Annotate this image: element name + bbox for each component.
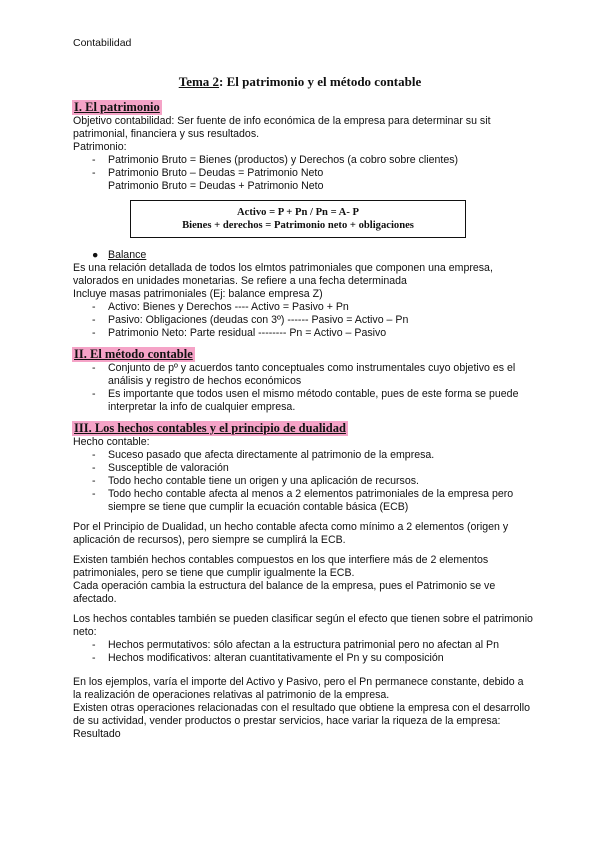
bullet-dot-icon: ● — [92, 249, 99, 261]
list-item: - Hechos modificativos: alteran cuantitativamente el Pn y su composición — [92, 652, 444, 664]
title-prefix: Tema 2 — [178, 74, 220, 89]
title-rest: : El patrimonio y el método contable — [219, 74, 422, 89]
section-heading-hechos: III. Los hechos contables y el principio de dualidad — [74, 421, 346, 435]
list-item: - Patrimonio Bruto – Deudas = Patrimonio Neto — [92, 167, 324, 179]
dash-list — [73, 449, 533, 514]
document-body — [73, 100, 533, 741]
paragraph: En los ejemplos, varía el importe del Activo y Pasivo, pero el Pn permanece constante, debido a la realización de operaciones relativas al patrimonio de la empresa. — [73, 676, 524, 701]
section-heading-metodo: II. El método contable — [74, 347, 193, 361]
paragraph: Cada operación cambia la estructura del balance de la empresa, pues el Patrimonio se ve afectado. — [73, 580, 496, 605]
list-item: - Susceptible de valoración — [92, 462, 229, 474]
paragraph: Patrimonio: — [73, 141, 127, 153]
page-header: Contabilidad — [73, 37, 132, 49]
equation-box — [130, 200, 466, 238]
equation-line: Activo = P + Pn / Pn = A- P — [237, 207, 359, 218]
document-title — [0, 75, 600, 88]
paragraph: Objetivo contabilidad: Ser fuente de info económica de la empresa para determinar su sit patrimonial, financiera y sus resultados. — [73, 115, 491, 140]
paragraph: Hecho contable: — [73, 436, 150, 448]
list-item: - Todo hecho contable tiene un origen y una aplicación de recursos. — [92, 475, 419, 487]
paragraph: Incluye masas patrimoniales (Ej: balance empresa Z) — [73, 288, 323, 300]
paragraph: Es una relación detallada de todos los elmtos patrimoniales que componen una empresa, valorados en unidades monetarias. Se refiere a una fecha determinada — [73, 262, 493, 287]
list-continuation: Patrimonio Bruto = Deudas + Patrimonio Neto — [108, 180, 324, 192]
list-item: - Patrimonio Bruto = Bienes (productos) y Derechos (a cobro sobre clientes) — [92, 154, 459, 166]
paragraph: Existen también hechos contables compuestos en los que interfiere más de 2 elementos patrimoniales, pero se tiene que cumplir igualmente la ECB. — [73, 554, 489, 579]
bullet-item-balance: ● Balance — [92, 249, 147, 261]
list-item: - Activo: Bienes y Derechos ---- Activo = Pasivo + Pn — [92, 301, 349, 313]
list-item: - Todo hecho contable afecta al menos a 2 elementos patrimoniales de la empresa pero siempre se tiene que cumplir la ecuación contable básica (ECB) — [92, 488, 514, 513]
dash-list — [73, 154, 533, 180]
section-heading-patrimonio: I. El patrimonio — [74, 100, 160, 114]
paragraph: Por el Principio de Dualidad, un hecho contable afecta como mínimo a 2 elementos (origen y aplicación de recursos), pero siempre se cumplirá la ECB. — [73, 521, 509, 546]
dash-list — [73, 639, 533, 665]
list-item: - Suceso pasado que afecta directamente al patrimonio de la empresa. — [92, 449, 435, 461]
list-item: - Conjunto de pº y acuerdos tanto conceptuales como instrumentales cuyo objetivo es el análisis y registro de hechos económicos — [92, 362, 516, 387]
list-item: - Es importante que todos usen el mismo método contable, pues de este forma se puede interpretar la info de cualquier empresa. — [92, 388, 519, 413]
list-item: - Patrimonio Neto: Parte residual -------- Pn = Activo – Pasivo — [92, 327, 387, 339]
dash-list — [73, 301, 533, 340]
dash-list — [73, 362, 533, 414]
paragraph: Existen otras operaciones relacionadas con el resultado que obtiene la empresa con el desarrollo de su actividad, vender productos o prestar servicios, hace variar la riqueza de la empresa: Resultado — [73, 702, 530, 740]
list-item: - Pasivo: Obligaciones (deudas con 3º) ------ Pasivo = Activo – Pn — [92, 314, 409, 326]
list-item: - Hechos permutativos: sólo afectan a la estructura patrimonial pero no afectan al Pn — [92, 639, 500, 651]
paragraph: Los hechos contables también se pueden clasificar según el efecto que tienen sobre el patrimonio neto: — [73, 613, 533, 638]
equation-line: Bienes + derechos = Patrimonio neto + obligaciones — [182, 220, 414, 231]
